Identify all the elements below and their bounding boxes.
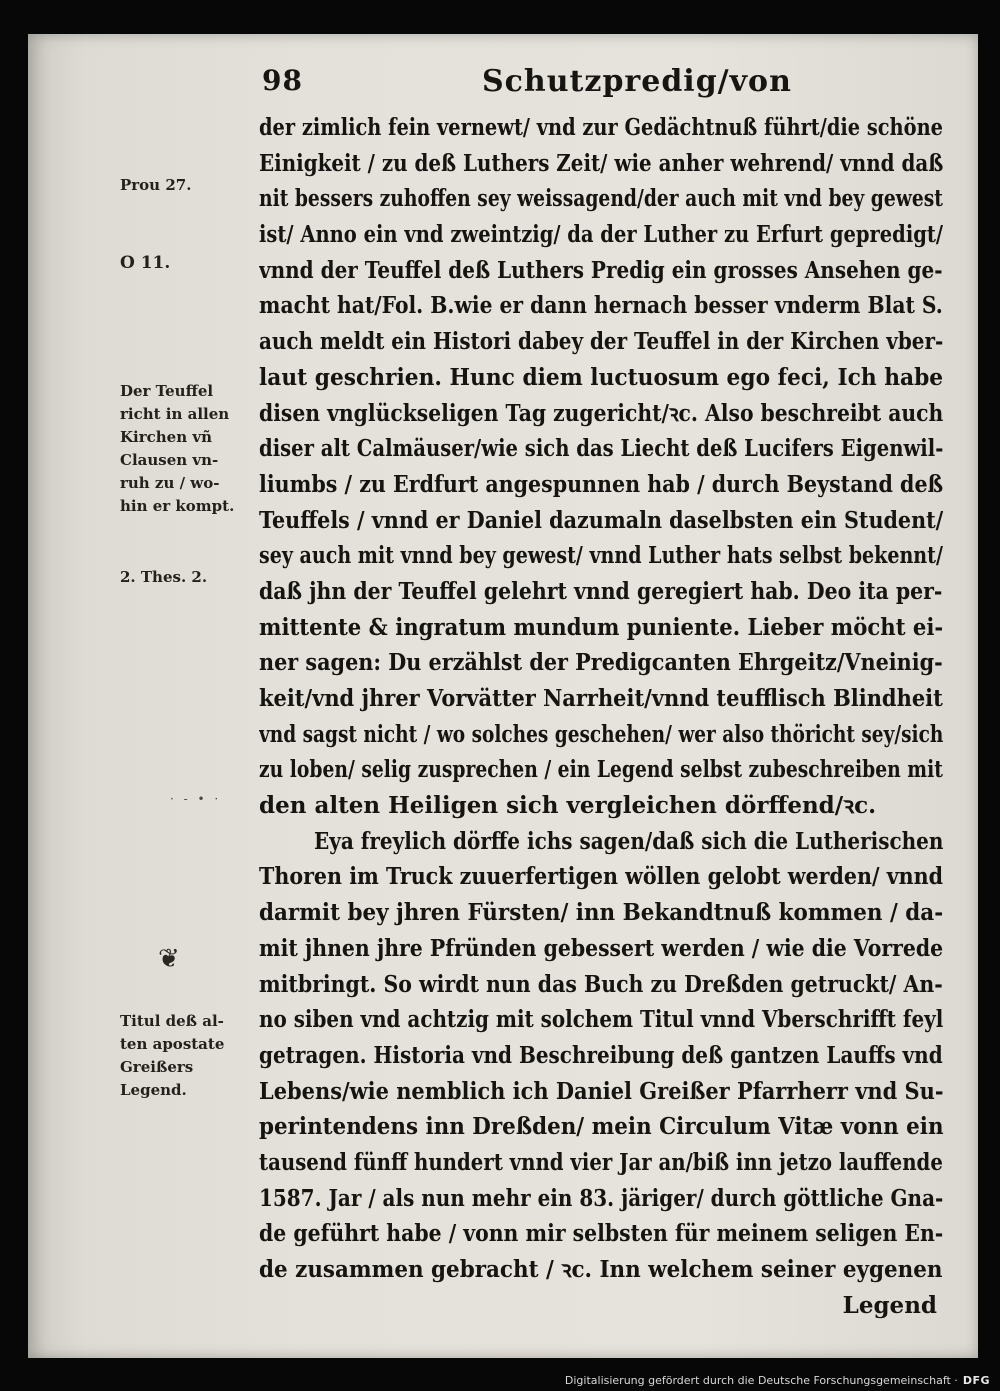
text-line: 1587. Jar / als nun mehr ein 83. järiger/ durch göttliche Gna- — [259, 1184, 944, 1212]
text-line: Teuffels / vnnd er Daniel dazumaln daselbsten ein Student/ — [259, 506, 944, 534]
text-line: daß jhn der Teuffel gelehrt vnnd geregiert hab. Deo ita per- — [259, 577, 943, 605]
text-line: de geführt habe / vonn mir selbsten für meinem seligen En- — [259, 1220, 944, 1248]
text-line: auch meldt ein Histori dabey der Teuffel in der Kirchen vber- — [259, 328, 944, 356]
text-line: nit bessers zuhoffen sey weissagend/der auch mit vnd bey gewest — [259, 185, 943, 213]
text-line: disen vnglückseligen Tag zugericht/ꝛc. Also beschreibt auch — [259, 399, 944, 427]
text-line: Einigkeit / zu deß Luthers Zeit/ wie anher wehrend/ vnnd daß — [259, 149, 944, 177]
page-number: 98 — [262, 64, 303, 97]
text-line: zu loben/ selig zusprechen / ein Legend selbst zubeschreiben mit — [259, 756, 943, 784]
text-line: getragen. Historia vnd Beschreibung deß gantzen Lauffs vnd — [259, 1041, 943, 1069]
text-line: liumbs / zu Erdfurt angespunnen hab / durch Beystand deß — [259, 470, 944, 498]
text-line: laut geschrien. Hunc diem luctuosum ego feci, Ich habe — [259, 363, 944, 391]
text-line: mittente & ingratum mundum puniente. Lieber möcht ei- — [259, 613, 944, 641]
margin-note-teuffel: Der Teuffel richt in allen Kirchen vñ Clausen vn- ruh zu / wo- hin er kompt. — [120, 382, 235, 515]
text-line: ist/ Anno ein vnd zweintzig/ da der Luther zu Erfurt gepredigt/ — [259, 221, 944, 249]
text-line: diser alt Calmäuser/wie sich das Liecht deß Lucifers Eigenwil- — [259, 435, 944, 463]
printer-ornament-icon: ❦ — [158, 944, 180, 974]
text-line: Lebens/wie nemblich ich Daniel Greißer Pfarrherr vnd Su- — [259, 1077, 944, 1105]
main-text-block — [259, 110, 949, 1323]
digitization-footer — [565, 1374, 990, 1387]
text-line: keit/vnd jhrer Vorvätter Narrheit/vnnd teufflisch Blindheit — [259, 685, 943, 712]
margin-note-titul: Titul deß al- ten apostate Greißers Legend. — [120, 1012, 225, 1099]
text-line: Thoren im Truck zuuerfertigen wöllen gelobt werden/ vnnd — [259, 863, 944, 891]
text-line: macht hat/Fol. B.wie er dann hernach besser vnderm Blat S. — [259, 292, 943, 320]
text-line: vnd sagst nicht / wo solches geschehen/ wer also thöricht sey/sich — [259, 720, 944, 748]
text-line: mit jhnen jhre Pfründen gebessert werden / wie die Vorrede — [259, 934, 944, 962]
text-line: no siben vnd achtzig mit solchem Titul vnnd Vberschrifft feyl — [259, 1006, 944, 1034]
text-line: darmit bey jhren Fürsten/ inn Bekandtnuß kommen / da- — [259, 899, 944, 927]
text-line: den alten Heiligen sich vergleichen dörffend/ꝛc. — [259, 792, 877, 820]
page-header — [262, 64, 942, 104]
dfg-logo: DFG — [962, 1374, 990, 1387]
running-head: Schutzpredig/von — [482, 64, 792, 99]
margin-note-o11: O 11. — [120, 253, 171, 273]
margin-note-prov: Prou 27. — [120, 176, 192, 194]
text-line: mitbringt. So wirdt nun das Buch zu Dreßden getruckt/ An- — [259, 970, 943, 998]
ink-speck: · ‑ • · — [170, 792, 222, 806]
text-line: perintendens inn Dreßden/ mein Circulum Vitæ vonn ein — [259, 1113, 944, 1141]
footer-text: Digitalisierung gefördert durch die Deutsche Forschungsgemeinschaft · — [564, 1374, 958, 1387]
text-line: ner sagen: Du erzählst der Predigcanten Ehrgeitz/Vneinig- — [259, 649, 943, 677]
catchword: Legend — [842, 1291, 937, 1319]
text-line: Eya freylich dörffe ichs sagen/daß sich die Lutherischen — [314, 827, 944, 855]
text-line: tausend fünff hundert vnnd vier Jar an/biß inn jetzo lauffende — [259, 1148, 943, 1176]
margin-note-thess: 2. Thes. 2. — [120, 568, 208, 586]
text-line: de zusammen gebracht / ꝛc. Inn welchem seiner eygenen — [259, 1256, 943, 1283]
text-line: vnnd der Teuffel deß Luthers Predig ein grosses Ansehen ge- — [259, 256, 943, 284]
text-line: der zimlich fein vernewt/ vnd zur Gedächtnuß führt/die schöne — [259, 114, 944, 141]
text-line: sey auch mit vnnd bey gewest/ vnnd Luther hats selbst bekennt/ — [259, 542, 943, 570]
